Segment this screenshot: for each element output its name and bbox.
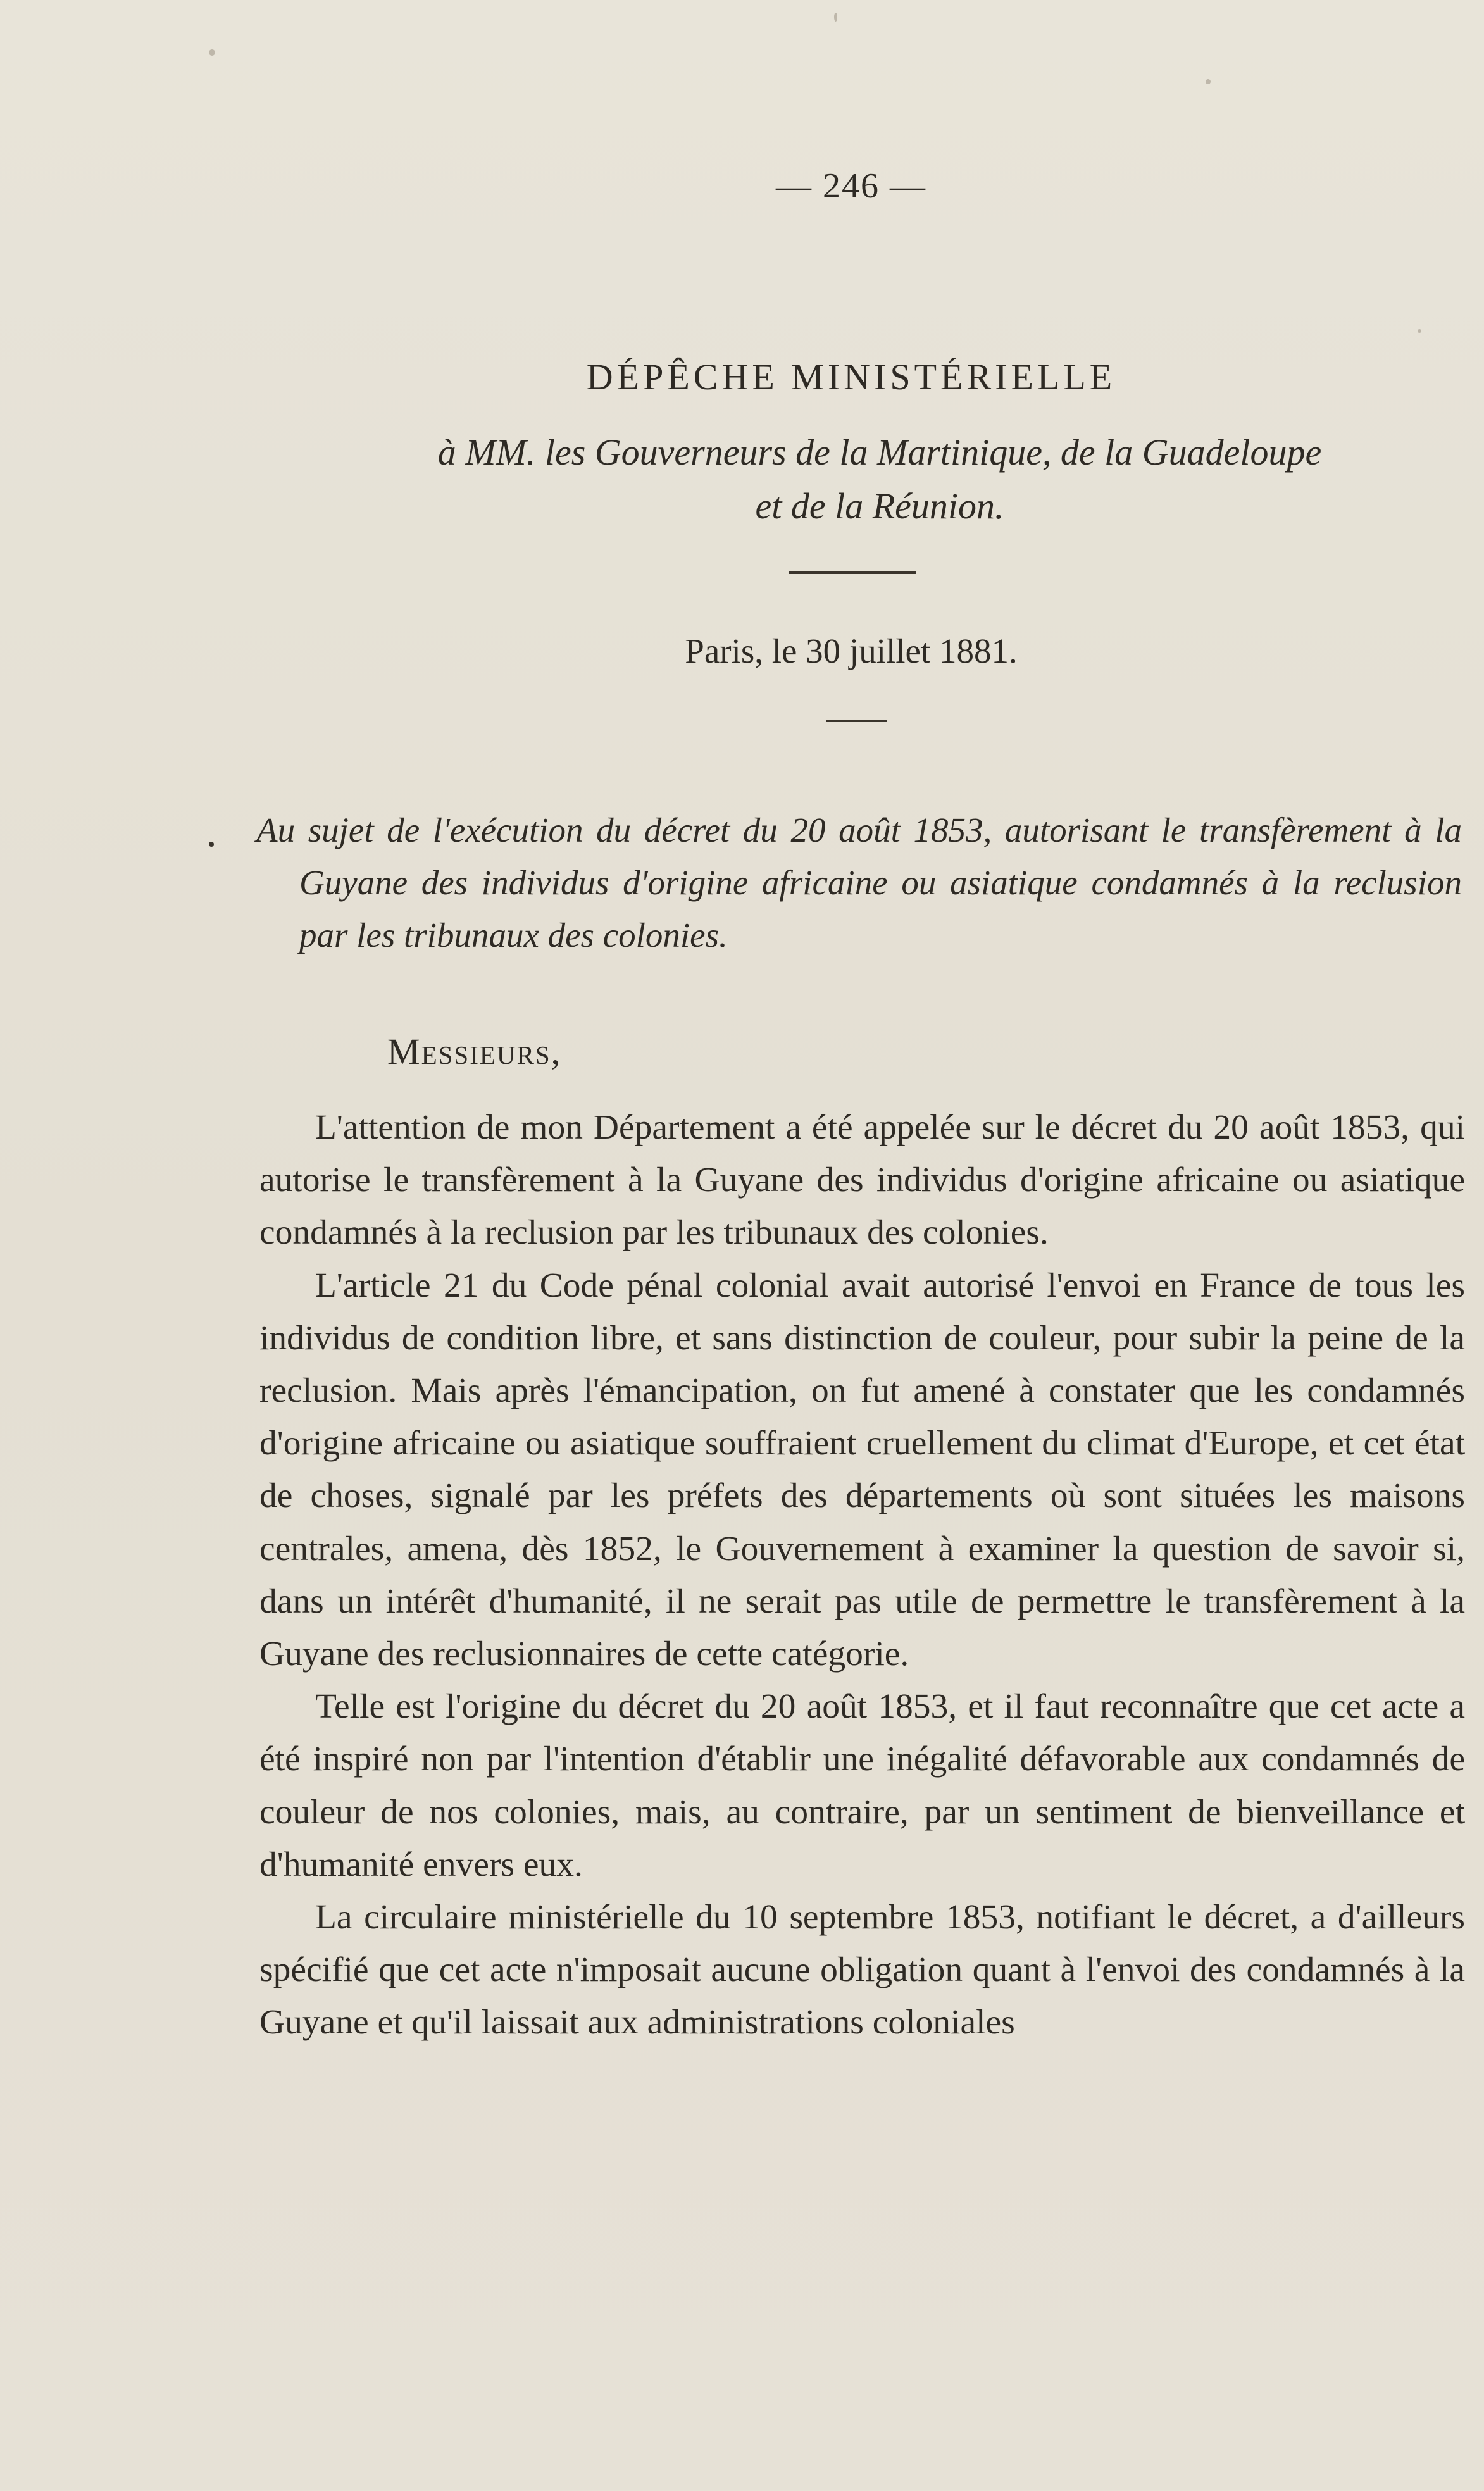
margin-mark xyxy=(209,842,214,847)
paper-speck xyxy=(1418,329,1421,333)
body-paragraph: La circulaire ministérielle du 10 septembre 1853, notifiant le décret, a d'ailleurs spécifié que cet acte n'imposait aucune obligation quant à l'envoi des condamnés à la Guyane et qu'il laissait aux administrations coloniales xyxy=(259,1898,1465,2042)
subject-paragraph: Au sujet de l'exécution du décret du 20 août 1853, autorisant le transfèrement à la Guyane des individus d'origine africaine ou asiatique condamnés à la reclusion par les tribunaux des colonies. xyxy=(256,811,1462,954)
body-text xyxy=(259,1101,1465,2049)
addressee xyxy=(354,425,1405,533)
salutation: Messieurs, xyxy=(387,1031,562,1072)
dateline: Paris, le 30 juillet 1881. xyxy=(685,632,1018,670)
body-paragraph: L'article 21 du Code pénal colonial avait autorisé l'envoi en France de tous les individus de condition libre, et sans distinction de couleur, pour subir la peine de la reclusion. Mais après l'émancipation, on fut amené à constater que les condamnés d'origine africaine ou asiatique souffraient cruellement du climat d'Europe, et cet état de choses, signalé par les préfets des départements où sont situées les maisons centrales, amena, dès 1852, le Gouvernement à examiner la question de savoir si, dans un intérêt d'humanité, il ne serait pas utile de permettre le transfèrement à la Guyane des reclusionnaires de cette catégorie. xyxy=(259,1266,1465,1674)
paper-speck xyxy=(834,13,837,22)
paper-speck xyxy=(1206,79,1211,84)
separator-rule-short xyxy=(826,720,887,722)
separator-rule xyxy=(789,571,916,574)
body-paragraph: Telle est l'origine du décret du 20 août 1853, et il faut reconnaître que cet acte a été inspiré non par l'intention d'établir une inégalité défavorable aux condamnés de couleur de nos colonies, mais, au contraire, par un sentiment de bienveillance et d'humanité envers eux. xyxy=(259,1687,1465,1884)
page-number: — 246 — xyxy=(776,166,926,206)
addressee-line-2: et de la Réunion. xyxy=(755,485,1004,527)
paper-speck xyxy=(209,49,215,56)
addressee-line-1: à MM. les Gouverneurs de la Martinique, de la Guadeloupe xyxy=(437,432,1322,473)
document-heading: DÉPÊCHE MINISTÉRIELLE xyxy=(586,356,1116,397)
body-paragraph: L'attention de mon Département a été appelée sur le décret du 20 août 1853, qui autorise le transfèrement à la Guyane des individus d'origine africaine ou asiatique condamnés à la reclusion par les tribunaux des colonies. xyxy=(259,1108,1465,1252)
